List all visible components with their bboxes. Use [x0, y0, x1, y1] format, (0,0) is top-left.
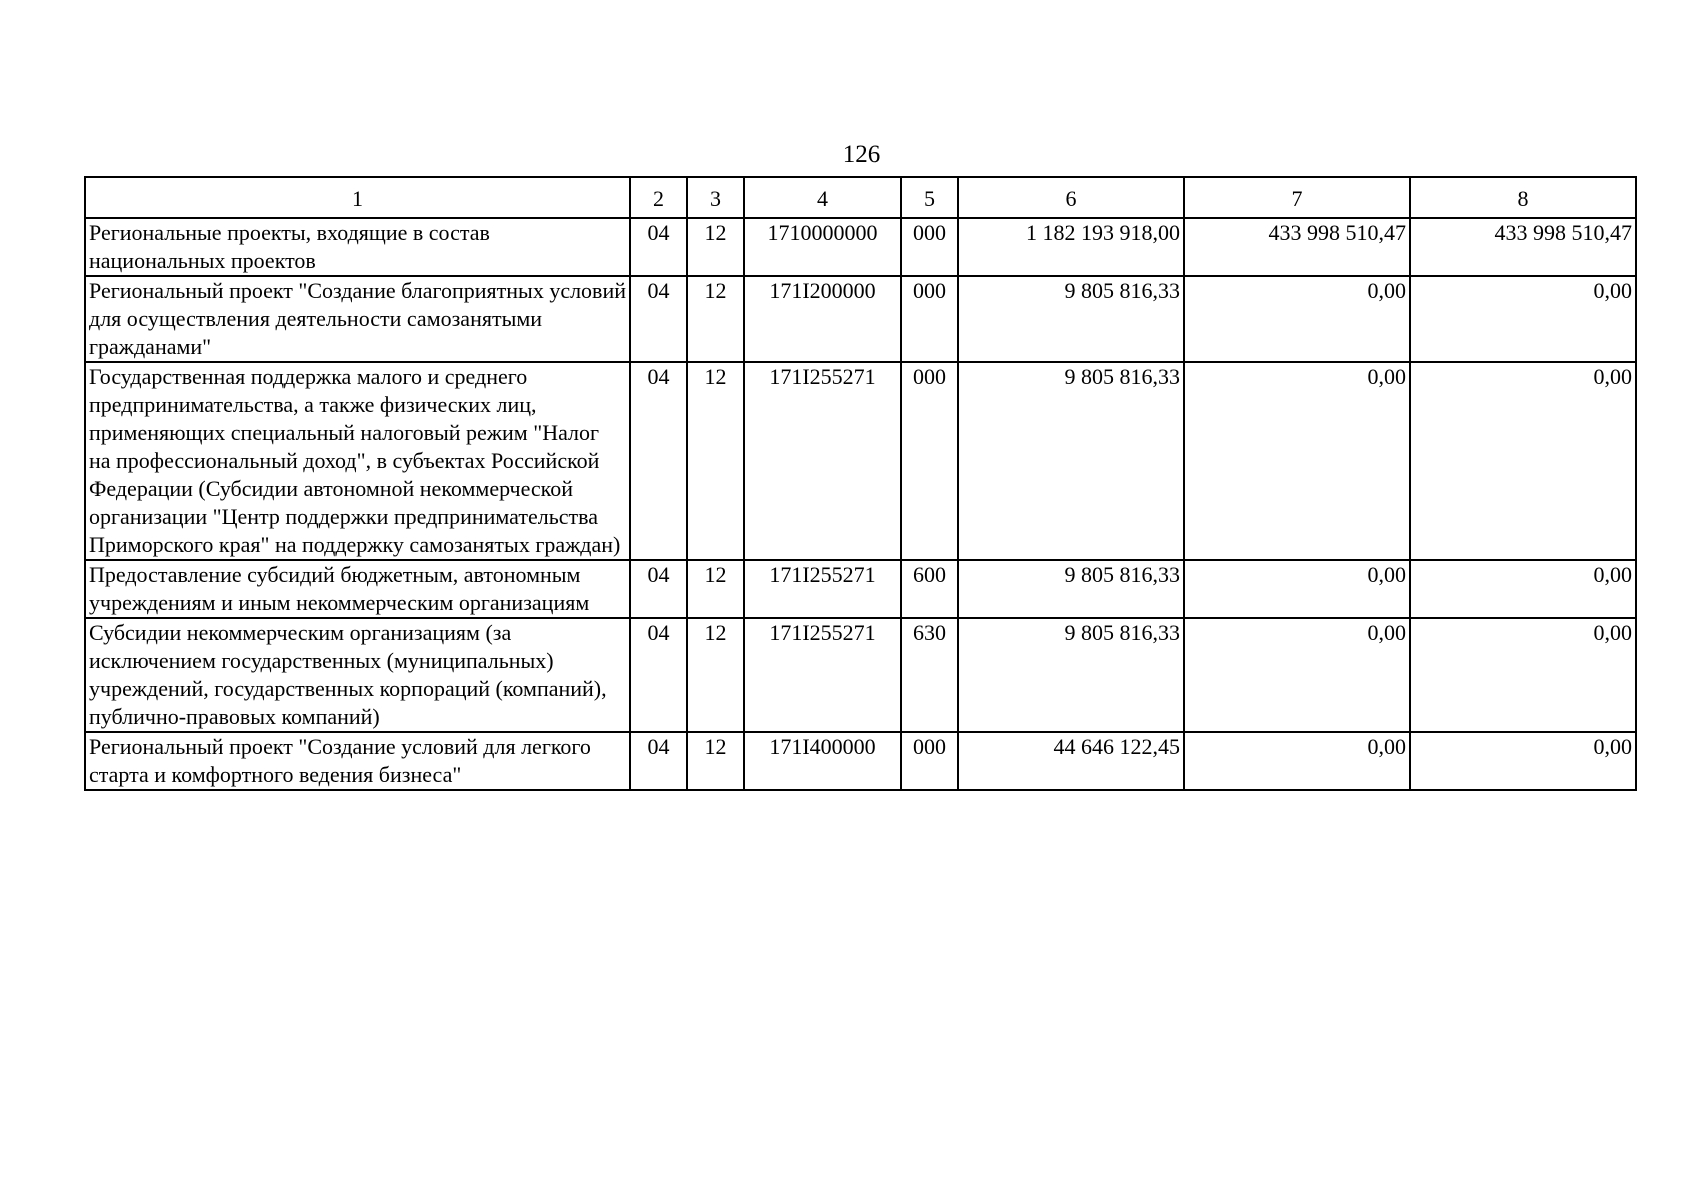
amount-cell-6: 44 646 122,45: [958, 732, 1184, 790]
header-row: [85, 177, 1636, 218]
column-header: 4: [744, 177, 901, 218]
amount-cell-8: 0,00: [1410, 276, 1636, 362]
budget-table: [84, 176, 1637, 791]
row-name-cell: Региональный проект "Создание условий для легкого старта и комфортного ведения бизнеса": [85, 732, 630, 790]
row-name-cell: Региональный проект "Создание благоприятных условий для осуществления деятельности самозанятыми гражданами": [85, 276, 630, 362]
table-row: [85, 218, 1636, 276]
expense-type-cell: 000: [901, 362, 958, 560]
amount-cell-7: 0,00: [1184, 560, 1410, 618]
table-row: [85, 732, 1636, 790]
subsection-code-cell: 12: [687, 618, 744, 732]
amount-cell-6: 9 805 816,33: [958, 276, 1184, 362]
amount-cell-8: 0,00: [1410, 560, 1636, 618]
table-row: [85, 618, 1636, 732]
amount-cell-6: 9 805 816,33: [958, 362, 1184, 560]
target-article-cell: 171I255271: [744, 362, 901, 560]
target-article-cell: 171I200000: [744, 276, 901, 362]
expense-type-cell: 000: [901, 218, 958, 276]
subsection-code-cell: 12: [687, 560, 744, 618]
expense-type-cell: 600: [901, 560, 958, 618]
page-number: 126: [842, 141, 881, 168]
row-name-cell: Государственная поддержка малого и среднего предпринимательства, а также физических лиц, применяющих специальный налоговый режим "Налог на профессиональный доход", в субъектах Российской Федерации (Субсидии автономной некоммерческой организации "Центр поддержки предпринимательства Приморского края" на поддержку самозанятых граждан): [85, 362, 630, 560]
column-header: 8: [1410, 177, 1636, 218]
table-row: [85, 560, 1636, 618]
row-name-cell: Региональные проекты, входящие в состав национальных проектов: [85, 218, 630, 276]
column-header: 5: [901, 177, 958, 218]
amount-cell-8: 0,00: [1410, 732, 1636, 790]
section-code-cell: 04: [630, 618, 687, 732]
subsection-code-cell: 12: [687, 218, 744, 276]
table-row: [85, 362, 1636, 560]
column-header: 1: [85, 177, 630, 218]
column-header: 6: [958, 177, 1184, 218]
section-code-cell: 04: [630, 218, 687, 276]
amount-cell-6: 9 805 816,33: [958, 618, 1184, 732]
amount-cell-7: 0,00: [1184, 362, 1410, 560]
amount-cell-6: 1 182 193 918,00: [958, 218, 1184, 276]
target-article-cell: 171I255271: [744, 618, 901, 732]
target-article-cell: 171I400000: [744, 732, 901, 790]
amount-cell-8: 433 998 510,47: [1410, 218, 1636, 276]
row-name-cell: Предоставление субсидий бюджетным, автономным учреждениям и иным некоммерческим организациям: [85, 560, 630, 618]
target-article-cell: 171I255271: [744, 560, 901, 618]
amount-cell-6: 9 805 816,33: [958, 560, 1184, 618]
section-code-cell: 04: [630, 362, 687, 560]
expense-type-cell: 630: [901, 618, 958, 732]
target-article-cell: 1710000000: [744, 218, 901, 276]
column-header: 3: [687, 177, 744, 218]
subsection-code-cell: 12: [687, 276, 744, 362]
row-name-cell: Субсидии некоммерческим организациям (за исключением государственных (муниципальных) учреждений, государственных корпораций (компаний), публично-правовых компаний): [85, 618, 630, 732]
expense-type-cell: 000: [901, 732, 958, 790]
section-code-cell: 04: [630, 276, 687, 362]
table-row: [85, 276, 1636, 362]
section-code-cell: 04: [630, 732, 687, 790]
amount-cell-7: 0,00: [1184, 276, 1410, 362]
amount-cell-8: 0,00: [1410, 618, 1636, 732]
section-code-cell: 04: [630, 560, 687, 618]
amount-cell-7: 0,00: [1184, 618, 1410, 732]
subsection-code-cell: 12: [687, 362, 744, 560]
expense-type-cell: 000: [901, 276, 958, 362]
column-header: 7: [1184, 177, 1410, 218]
amount-cell-7: 433 998 510,47: [1184, 218, 1410, 276]
amount-cell-8: 0,00: [1410, 362, 1636, 560]
subsection-code-cell: 12: [687, 732, 744, 790]
amount-cell-7: 0,00: [1184, 732, 1410, 790]
column-header: 2: [630, 177, 687, 218]
